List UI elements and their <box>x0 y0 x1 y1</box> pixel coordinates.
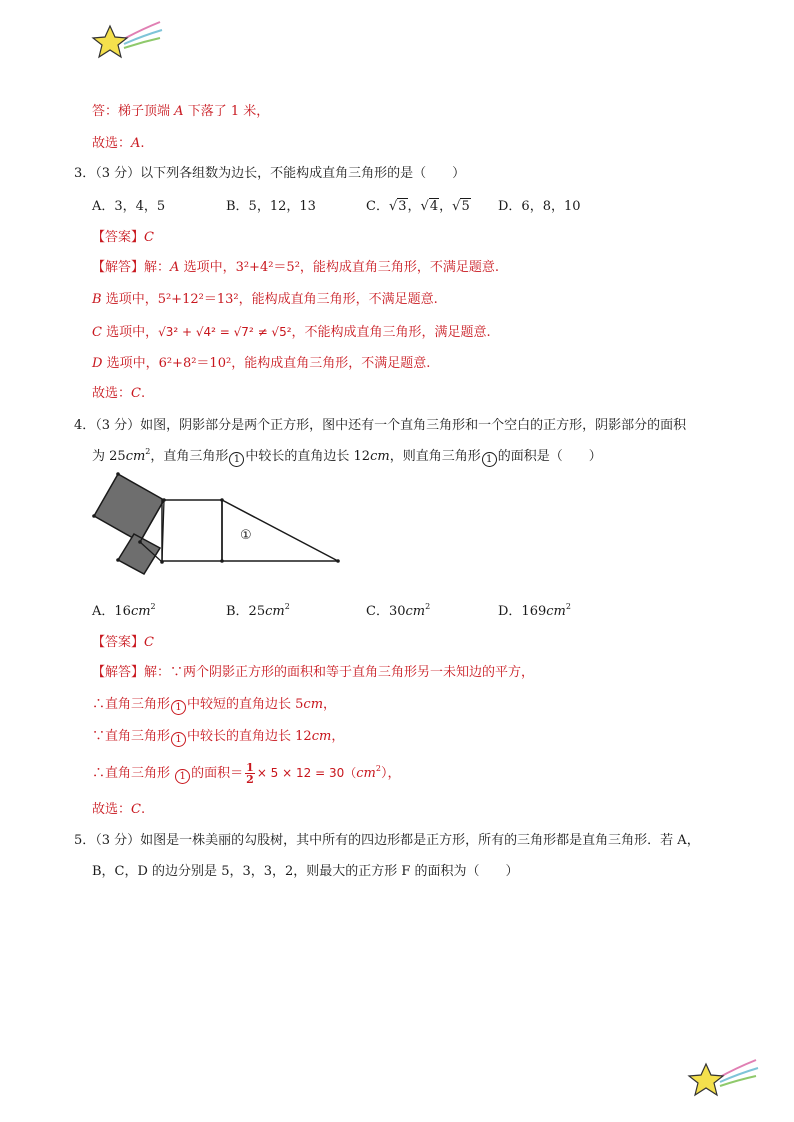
q4-solution-3: ∵直角三角形 1 中较长的直角边长 12cm， <box>92 729 345 745</box>
q4-solution-1: 【解答】解：∵两个阴影正方形的面积和等于直角三角形另一未知边的平方， <box>92 665 535 680</box>
q3-stem: 3．（3 分）以下列各组数为边长，不能构成直角三角形的是（ ） <box>74 166 466 181</box>
q4-figure <box>88 470 348 582</box>
q4-stem-line1: 4．（3 分）如图，阴影部分是两个正方形，图中还有一个直角三角形和一个空白的正方形，阴影部分的面积 <box>74 418 687 433</box>
q4-option-c: C．$30cm^2$ <box>366 602 431 619</box>
q3-solution-b: B 选项中，5²+12²＝13²，能构成直角三角形，不满足题意. <box>92 292 438 307</box>
q5-stem-line2: B，C，D 的边分别是 5，3，3，2，则最大的正方形 F 的面积为（ ） <box>92 864 519 879</box>
q3-answer: 【答案】C <box>92 230 154 245</box>
q4-choose: 故选：C. <box>92 802 146 817</box>
prev-choose: 故选：A. <box>92 136 145 151</box>
q4-solution-4: ∴直角三角形 1 的面积＝ $\frac{1}{2}$ × $5 \times 12 = 30(cm^2)$， <box>92 761 401 786</box>
star-icon <box>88 14 168 60</box>
q3-option-b: B．5，12，13 <box>226 199 316 214</box>
q4-answer: 【答案】C <box>92 635 154 650</box>
q4-option-b: B．$25cm^2$ <box>226 602 290 619</box>
q3-option-c: C．√3，√4，√5 <box>366 199 470 214</box>
q3-solution-a: 【解答】解：A 选项中，3²+4²＝5²，能构成直角三角形，不满足题意. <box>92 260 500 275</box>
q4-option-a: A．$16cm^2$ <box>92 602 156 619</box>
triangle-label: ① <box>240 528 252 543</box>
star-icon <box>684 1052 764 1098</box>
q5-stem-line1: 5．（3 分）如图是一株美丽的勾股树，其中所有的四边形都是正方形，所有的三角形都是直角三角形．若 A， <box>74 833 700 848</box>
q4-stem-line2: 为 $25cm^2$，直角三角形 1 中较长的直角边长 12cm，则直角三角形 1 的面积是（ ） <box>92 447 602 465</box>
q4-solution-2: ∴直角三角形 1 中较短的直角边长 5cm， <box>92 697 337 713</box>
q3-solution-d: D 选项中，6²+8²＝10²，能构成直角三角形，不满足题意. <box>92 356 431 371</box>
blank-square <box>162 500 222 561</box>
q3-option-d: D．6，8，10 <box>498 199 581 214</box>
shaded-square-large <box>94 474 164 542</box>
q3-option-a: A．3，4，5 <box>92 199 166 214</box>
q4-option-d: D．$169cm^2$ <box>498 602 571 619</box>
prev-conclusion: 答：梯子顶端 A 下落了 1 米， <box>92 104 270 119</box>
q3-solution-c: C 选项中，√3² + √4² = √7² ≠ √5²，不能构成直角三角形，满足题意. <box>92 325 491 340</box>
q3-choose: 故选：C. <box>92 386 146 401</box>
